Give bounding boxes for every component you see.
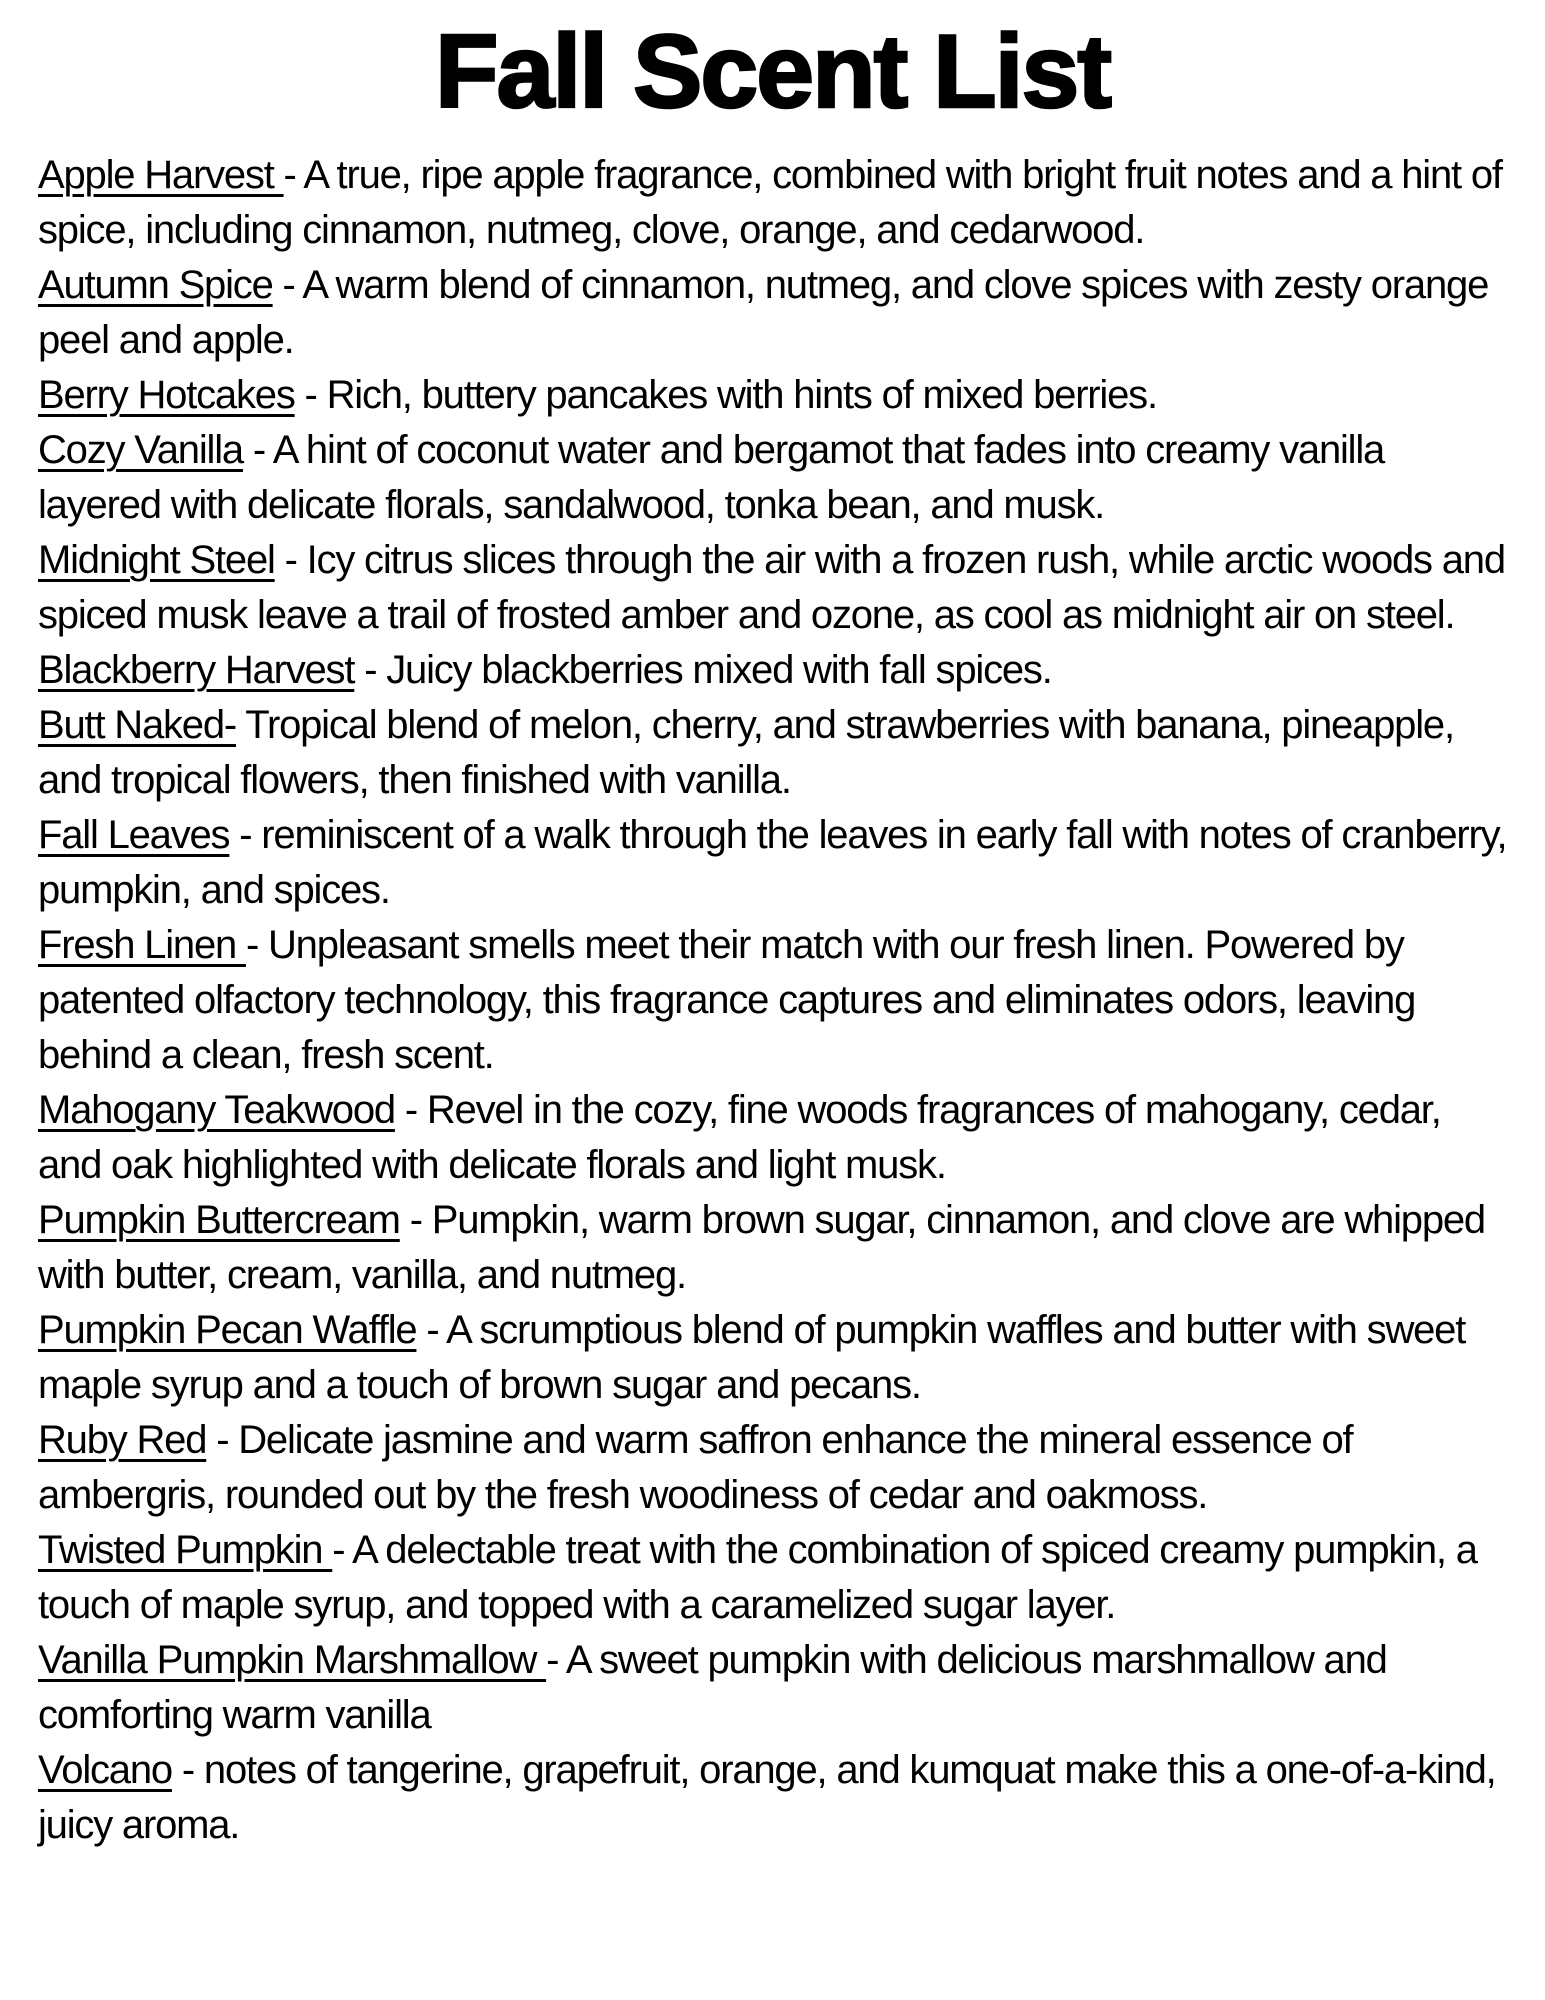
scent-description: - Icy citrus slices through the air with a frozen rush, while arctic woods and spiced musk leave a trail of frosted amber and ozone, as cool as midnight air on steel. [38, 538, 1515, 638]
scent-name: Midnight Steel [38, 538, 275, 583]
scent-name: Ruby Red [38, 1418, 207, 1463]
scent-description: - Unpleasant smells meet their match with our fresh linen. Powered by patented olfactory technology, this fragrance captures and eliminates odors, leaving behind a clean, fresh scent. [38, 923, 1426, 1078]
scent-name: Apple Harvest [38, 153, 284, 198]
scent-entry [38, 1083, 1509, 1193]
scent-name: Twisted Pumpkin [38, 1528, 333, 1573]
scent-entry [38, 423, 1509, 533]
scent-entry [38, 1413, 1509, 1523]
page-title: Fall Scent List [434, 14, 1111, 130]
scent-name: Berry Hotcakes [38, 373, 295, 418]
scent-entry [38, 1193, 1509, 1303]
scent-description: - Rich, buttery pancakes with hints of mixed berries. [294, 373, 1157, 418]
scent-description: - A sweet pumpkin with delicious marshmallow and comforting warm vanilla [38, 1638, 1397, 1738]
scent-name: Cozy Vanilla [38, 428, 243, 473]
scent-description: - A hint of coconut water and bergamot that fades into creamy vanilla layered with delicate florals, sandalwood, tonka bean, and musk. [38, 428, 1395, 528]
scent-entry [38, 643, 1509, 698]
scent-entry [38, 533, 1515, 643]
scent-description: - Pumpkin, warm brown sugar, cinnamon, and clove are whipped with butter, cream, vanilla, and nutmeg. [38, 1198, 1495, 1298]
scent-name: Butt Naked- [38, 703, 237, 748]
scent-name: Fall Leaves [38, 813, 230, 858]
scent-description: - A true, ripe apple fragrance, combined with bright fruit notes and a hint of spice, including cinnamon, nutmeg, clove, orange, and cedarwood. [38, 153, 1512, 253]
scent-description: - Delicate jasmine and warm saffron enhance the mineral essence of ambergris, rounded out by the fresh woodiness of cedar and oakmoss. [38, 1418, 1363, 1518]
scent-entry [38, 808, 1517, 918]
scent-name: Mahogany Teakwood [38, 1088, 395, 1133]
scent-name: Pumpkin Buttercream [38, 1198, 400, 1243]
scent-name: Fresh Linen [38, 923, 246, 968]
scent-entry [38, 1743, 1509, 1853]
scent-name: Blackberry Harvest [38, 648, 355, 693]
scent-entry [38, 1303, 1509, 1413]
scent-name: Vanilla Pumpkin Marshmallow [38, 1638, 547, 1683]
scent-entry [38, 258, 1509, 368]
scent-description: - A warm blend of cinnamon, nutmeg, and clove spices with zesty orange peel and apple. [38, 263, 1499, 363]
scent-entry [38, 1523, 1509, 1633]
scent-name: Volcano [38, 1748, 172, 1793]
scent-description: - A scrumptious blend of pumpkin waffles and butter with sweet maple syrup and a touch of brown sugar and pecans. [38, 1308, 1476, 1408]
scent-entry [38, 148, 1512, 258]
scent-description: Tropical blend of melon, cherry, and strawberries with banana, pineapple, and tropical flowers, then finished with vanilla. [38, 703, 1464, 803]
scent-description: - A delectable treat with the combination of spiced creamy pumpkin, a touch of maple syrup, and topped with a caramelized sugar layer. [38, 1528, 1487, 1628]
scent-entry [38, 1633, 1509, 1743]
scent-description: - reminiscent of a walk through the leaves in early fall with notes of cranberry, pumpkin, and spices. [38, 813, 1517, 913]
scent-list [0, 148, 1545, 1853]
scent-description: - Juicy blackberries mixed with fall spices. [354, 648, 1052, 693]
scent-description: - Revel in the cozy, fine woods fragrances of mahogany, cedar, and oak highlighted with delicate florals and light musk. [38, 1088, 1451, 1188]
scent-name: Pumpkin Pecan Waffle [38, 1308, 417, 1353]
scent-entry [38, 698, 1509, 808]
scent-entry [38, 368, 1509, 423]
scent-description: - notes of tangerine, grapefruit, orange, and kumquat make this a one-of-a-kind, juicy aroma. [38, 1748, 1506, 1848]
scent-entry [38, 918, 1509, 1083]
scent-name: Autumn Spice [38, 263, 273, 308]
